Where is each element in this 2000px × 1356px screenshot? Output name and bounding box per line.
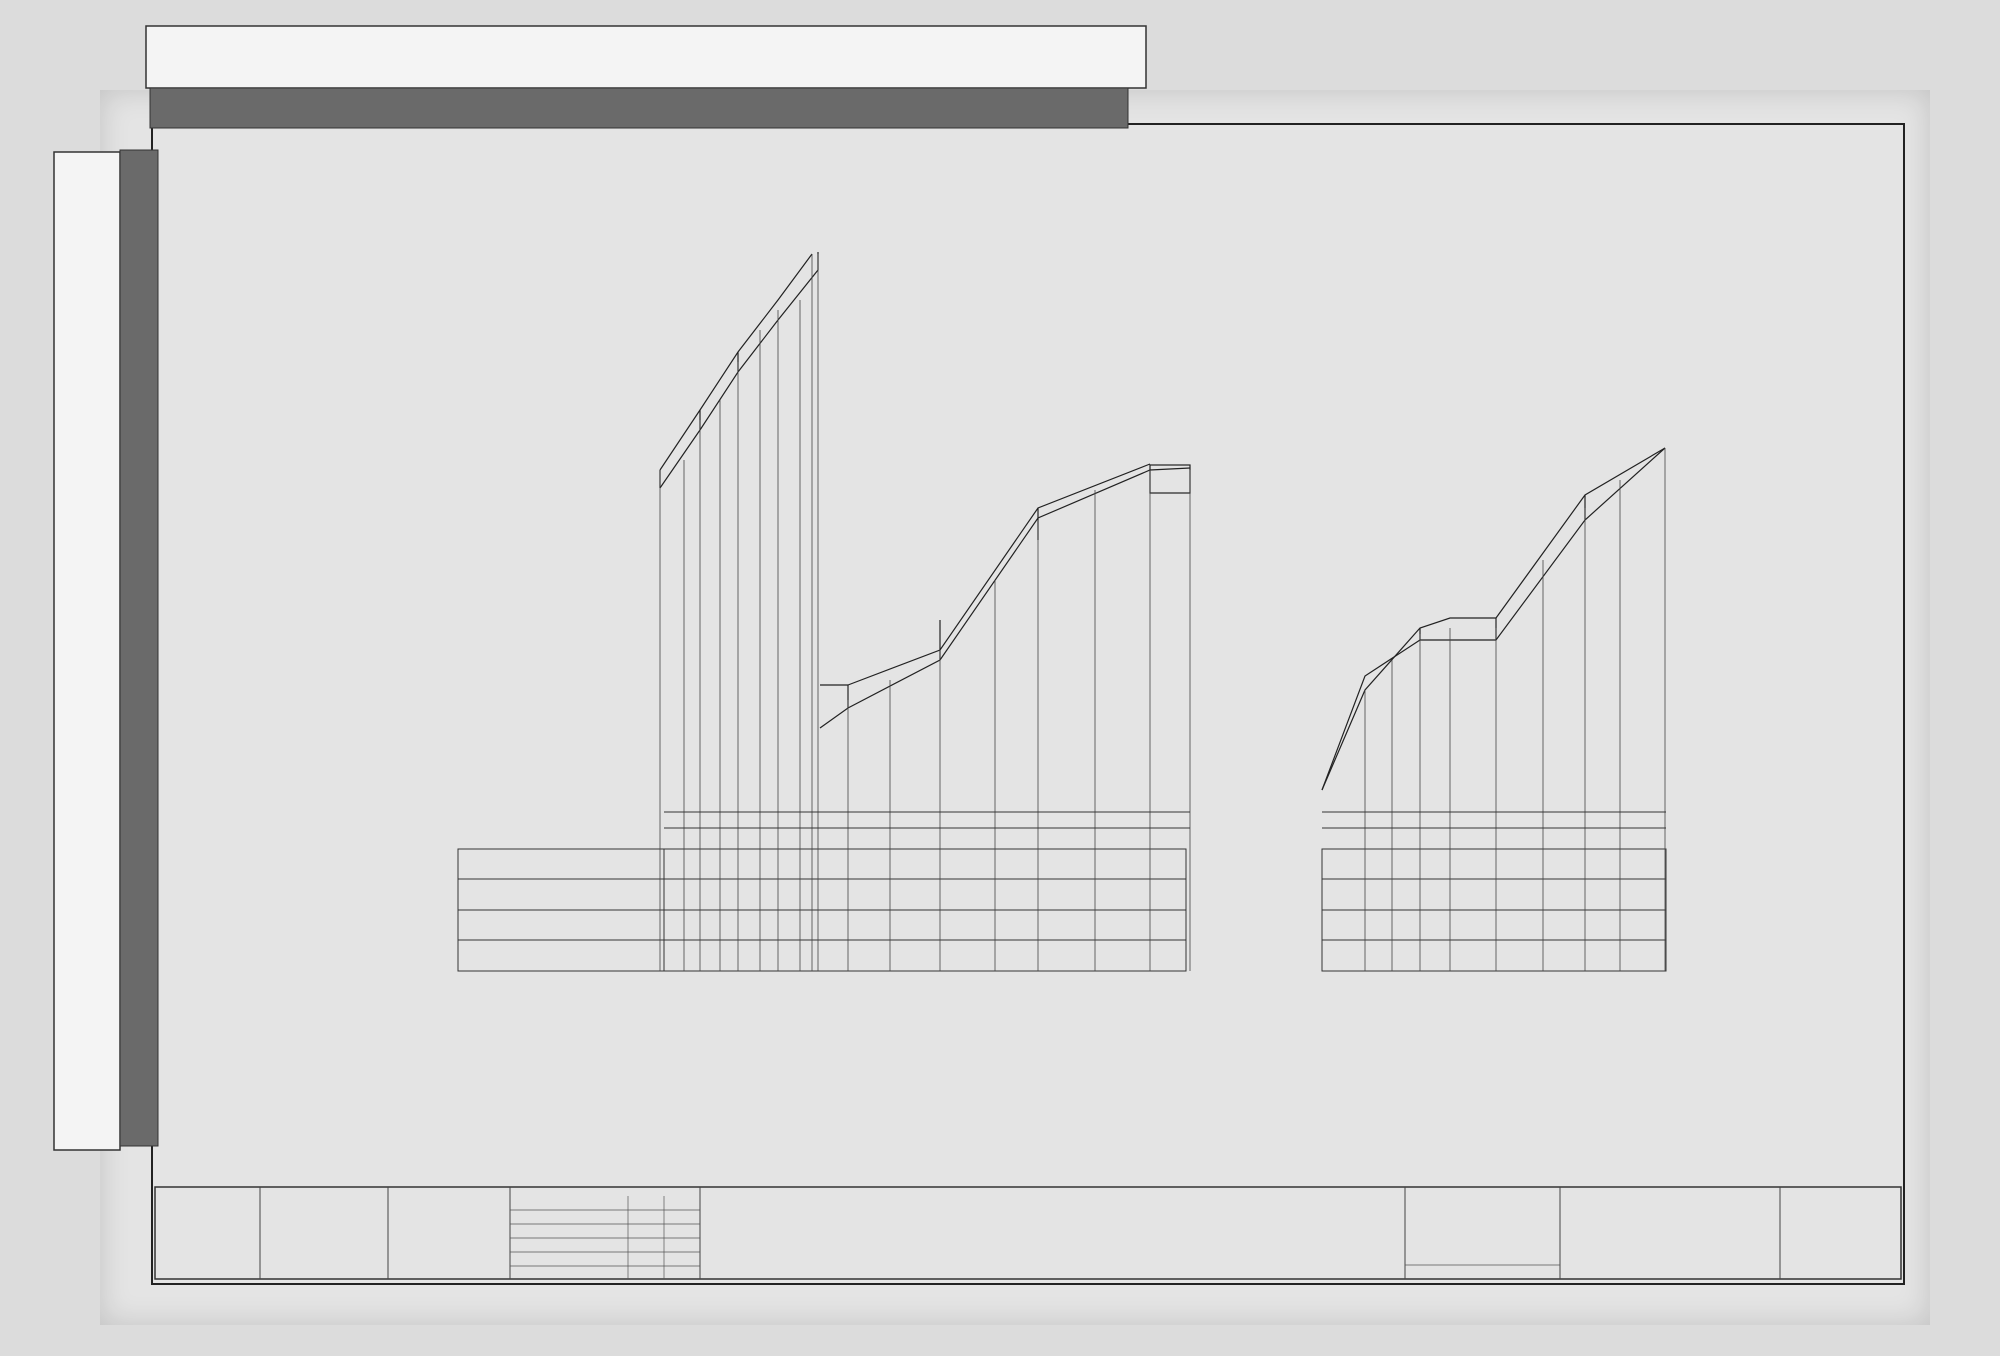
- section-table-a: [458, 849, 1186, 971]
- sheet-border: [152, 124, 1904, 1284]
- title-block: [155, 1187, 1901, 1279]
- section-table-b: [1322, 849, 1666, 971]
- profile-a-verticals: [660, 254, 1190, 971]
- profile-line-b: [1322, 448, 1665, 790]
- left-ruler: [54, 150, 158, 1150]
- top-ruler: [146, 26, 1146, 128]
- profile-b-verticals: [1365, 448, 1665, 971]
- profile-line-a: [660, 252, 1190, 728]
- amendment-grid: [510, 1196, 700, 1279]
